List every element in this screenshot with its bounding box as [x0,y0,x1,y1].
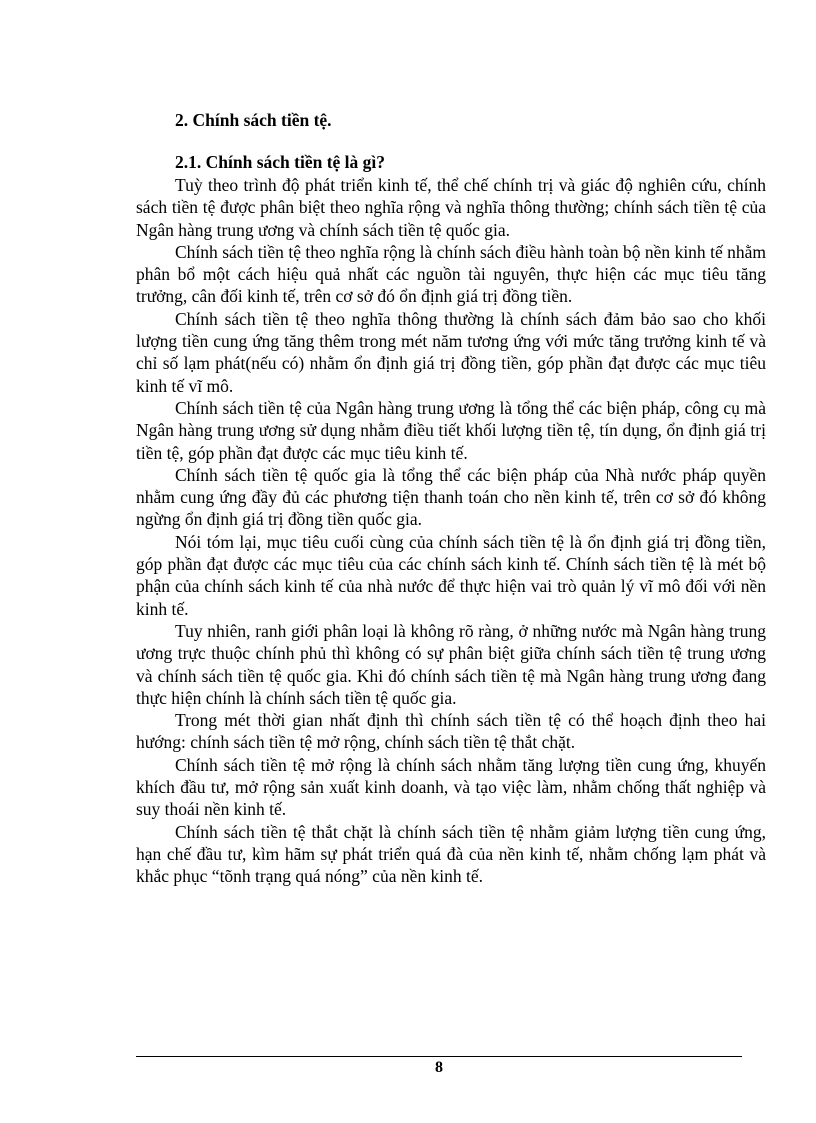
paragraph-5: Chính sách tiền tệ quốc gia là tổng thể các biện pháp của Nhà nước pháp quyền nhằm cung ứng đầy đủ các phương tiện thanh toán cho nền kinh tế, trên cơ sở đó không ngừng ổn định giá trị đồng tiền quốc gia. [136,464,766,530]
subsection-heading: 2.1. Chính sách tiền tệ là gì? [175,152,386,172]
paragraph-8: Trong mét thời gian nhất định thì chính sách tiền tệ có thể hoạch định theo hai hướng: chính sách tiền tệ mở rộng, chính sách tiền tệ thắt chặt. [136,710,766,753]
paragraph-3: Chính sách tiền tệ theo nghĩa thông thường là chính sách đảm bảo sao cho khối lượng tiền cung ứng tăng thêm trong mét năm tương ứng với mức tăng trưởng kinh tế và chỉ số lạm phát(nếu có) nhằm ổn định giá trị đồng tiền, góp phần đạt được các mục tiêu kinh tế vĩ mô. [136,308,766,396]
paragraph-2: Chính sách tiền tệ theo nghĩa rộng là chính sách điều hành toàn bộ nền kinh tế nhằm phân bổ một cách hiệu quả nhất các nguồn tài nguyên, thực hiện các mục tiêu tăng trưởng, cân đối kinh tế, trên cơ sở đó ổn định giá trị đồng tiền. [136,241,766,307]
paragraph-7: Tuy nhiên, ranh giới phân loại là không rõ ràng, ở những nước mà Ngân hàng trung ương trực thuộc chính phủ thì không có sự phân biệt giữa chính sách tiền tệ trung ương và chính sách tiền tệ quốc gia. Khi đó chính sách tiền tệ mà Ngân hàng trung ương đang thực hiện chính là chính sách tiền tệ quốc gia. [136,620,766,708]
paragraph-1: Tuỳ theo trình độ phát triển kinh tế, thể chế chính trị và giác độ nghiên cứu, chính sách tiền tệ được phân biệt theo nghĩa rộng và nghĩa thông thường; chính sách tiền tệ của Ngân hàng trung ương và chính sách tiền tệ quốc gia. [136,175,766,240]
paragraph-6: Nói tóm lại, mục tiêu cuối cùng của chính sách tiền tệ là ổn định giá trị đồng tiền, góp phần đạt được các mục tiêu của các chính sách kinh tế. Chính sách tiền tệ là mét bộ phận của chính sách kinh tế của nhà nước để thực hiện vai trò quản lý vĩ mô đối với nền kinh tế. [136,531,766,619]
footer-divider [136,1056,742,1057]
section-heading: 2. Chính sách tiền tệ. [175,110,332,130]
page-number: 8 [435,1059,443,1076]
paragraph-9: Chính sách tiền tệ mở rộng là chính sách nhằm tăng lượng tiền cung ứng, khuyến khích đầu tư, mở rộng sản xuất kinh doanh, và tạo việc làm, nhằm chống thất nghiệp và suy thoái nền kinh tế. [136,754,766,820]
page-content [136,108,766,888]
paragraph-4: Chính sách tiền tệ của Ngân hàng trung ương là tổng thể các biện pháp, công cụ mà Ngân hàng trung ương sử dụng nhằm điều tiết khối lượng tiền tệ, tín dụng, ổn định giá trị tiền tệ, góp phần đạt được các mục tiêu kinh tế. [136,397,766,463]
paragraph-10: Chính sách tiền tệ thắt chặt là chính sách tiền tệ nhằm giảm lượng tiền cung ứng, hạn chế đầu tư, kìm hãm sự phát triển quá đà của nền kinh tế, nhằm chống lạm phát và khắc phục “tõnh trạng quá nóng” của nền kinh tế. [136,821,766,887]
